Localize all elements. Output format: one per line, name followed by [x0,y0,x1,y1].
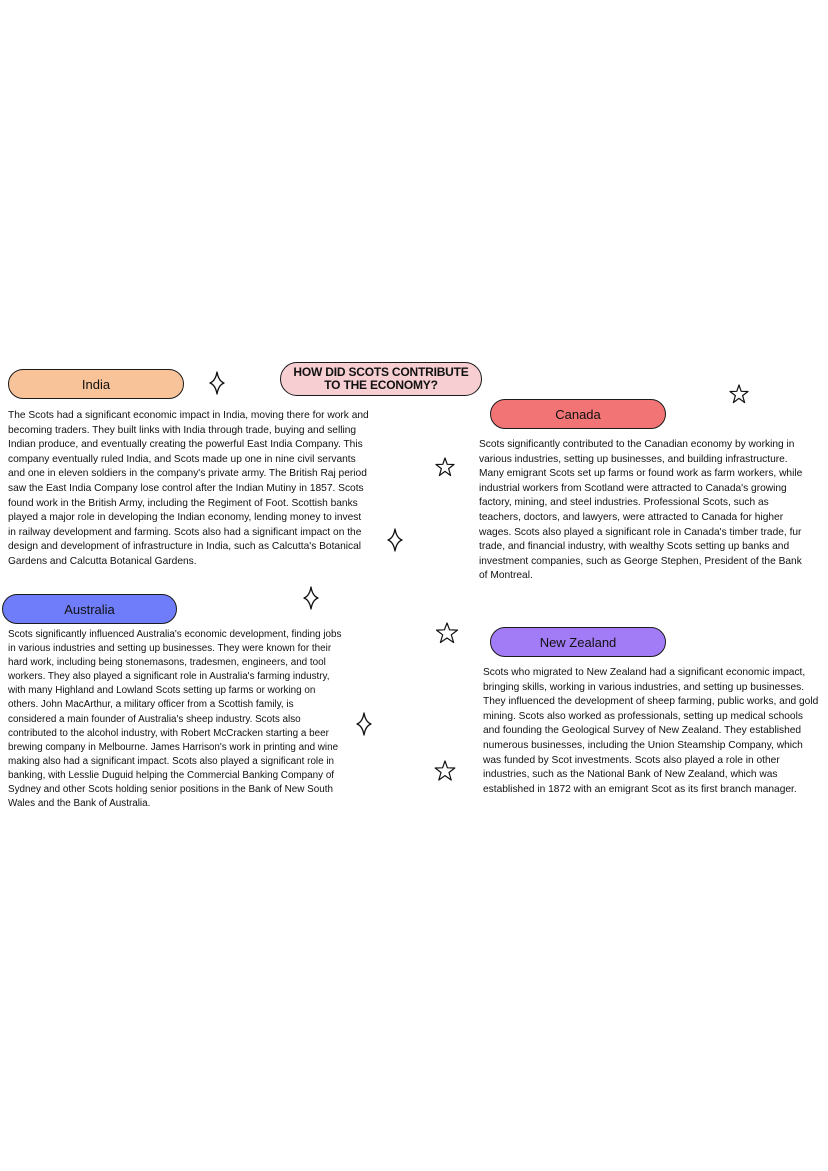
sparkle-icon [356,712,372,736]
star-outline-icon [434,760,456,782]
star-outline-icon [435,622,459,644]
australia-heading [2,594,177,624]
canada-text: Scots significantly contributed to the Canadian economy by working in various industries, setting up businesses, and building infrastructure. Many emigrant Scots set up farms or found work as farm workers, while industrial workers from Scotland were attracted to Canada's growing factory, mining, and steel industries. Professional Scots, such as teachers, doctors, and lawyers, were attracted to Canada for higher wages. Scots also played a significant role in Canada's timber trade, fur trade, and financial industry, with wealthy Scots setting up banks and investment companies, such as George Stephen, President of the Bank of Montreal. [479,439,803,582]
new-zealand-text: Scots who migrated to New Zealand had a significant economic impact, bringing skills, working in various industries, and setting up businesses. They influenced the development of sheep farming, public works, and gold mining. Scots also worked as professionals, setting up medical schools and founding the Geological Survey of New Zealand. They established numerous businesses, including the Union Steamship Company, which was funded by Scot investments. Scots also played a role in other industries, such as the National Bank of New Zealand, which was established in 1872 with an emigrant Scot as its first branch manager. [483,667,819,795]
canada-heading-label: Canada [555,406,601,422]
sparkle-icon [387,528,403,552]
new-zealand-heading-label: New Zealand [539,634,617,650]
india-heading [8,369,184,399]
title-line-2: TO THE ECONOMY? [324,378,438,392]
australia-heading-label: Australia [64,601,115,617]
sparkle-icon [209,371,225,395]
star-outline-icon [729,384,749,404]
india-text: The Scots had a significant economic impact in India, moving there for work and becoming traders. They built links with India through trade, buying and selling Indian produce, and eventually creating the powerful East India Company. This company eventually ruled India, and Scots made up one in nine civil servants and one in eleven soldiers in the company's private army. The British Raj period saw the East India Company lose control after the Indian Mutiny in 1857. Scots found work in the British Army, including the Regiment of Foot. Scottish banks played a major role in developing the Indian economy, lending money to invest in railway development and farming. Scots also had a significant impact on the design and development of infrastructure in India, such as Calcutta's Botanical Gardens and Calcutta Botanical Gardens. [8,410,369,567]
star-outline-icon [435,457,455,477]
new-zealand-heading [490,627,666,657]
india-heading-label: India [81,376,111,392]
sparkle-icon [303,586,319,610]
title-line-1: HOW DID SCOTS CONTRIBUTE [293,365,469,379]
australia-text: Scots significantly influenced Australia's economic development, finding jobs in various industries and setting up businesses. They were known for their hard work, including being stonemasons, tradesmen, engineers, and tool workers. They also played a significant role in Australia's farming industry, with many Highland and Lowland Scots setting up farms or working on others. John MacArthur, a military officer from a Scottish family, is considered a main founder of Australia's sheep industry. Scots also contributed to the alcohol industry, with Robert McCracken starting a beer brewing company in Melbourne. James Harrison's work in printing and wine making also had a significant impact. Scots also played a significant role in banking, with Lesslie Duguid helping the Commercial Banking Company of Sydney and other Scots holding senior positions in the Bank of New South Wales and the Bank of Australia. [8,629,342,810]
canada-heading [490,399,666,429]
page-title [280,362,482,396]
